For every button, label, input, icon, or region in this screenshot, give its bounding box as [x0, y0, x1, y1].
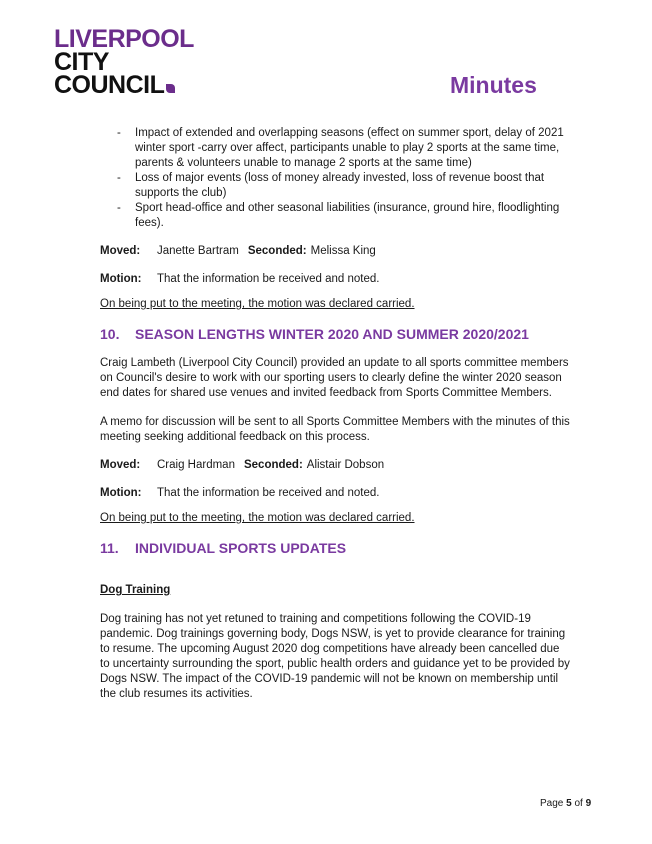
moved-label: Moved: — [100, 459, 141, 471]
motion-carried: On being put to the meeting, the motion was declared carried. — [100, 512, 415, 524]
moved-label: Moved: — [100, 245, 141, 257]
page-total: 9 — [585, 798, 592, 809]
impact-list — [100, 126, 570, 231]
logo-line-council — [54, 71, 194, 99]
section-number: 11. — [100, 540, 119, 556]
section-title: SEASON LENGTHS WINTER 2020 AND SUMMER 2020/2021 — [135, 326, 529, 342]
section-heading-10 — [100, 327, 570, 342]
of-label: of — [574, 798, 583, 809]
section-number: 10. — [100, 326, 120, 342]
logo-line-city: CITY — [54, 48, 109, 76]
seconded-by: Alistair Dobson — [306, 459, 385, 471]
moved-by: Janette Bartram — [157, 245, 239, 257]
motion-text: That the information be received and noted. — [157, 487, 380, 499]
logo-council-text: COUNCIL — [54, 71, 165, 99]
motion-carried: On being put to the meeting, the motion was declared carried. — [100, 298, 415, 310]
moved-by: Craig Hardman — [157, 459, 235, 471]
logo-line-liverpool: LIVERPOOL — [54, 25, 194, 53]
list-item: - Impact of extended and overlapping seasons (effect on summer sport, delay of 2021 winter sport -carry over affect, participants unable to play 2 sports at the same time, parents & volunteers unable to manage 2 sports at the same time) — [100, 126, 570, 171]
page-label: Page — [540, 798, 564, 809]
paragraph: Dog training has not yet retuned to training and competitions following the COVID-19 pandemic. Dog trainings governing body, Dogs NSW, is yet to provide clearance for training to resume. The upcoming August 2020 dog competitions have already been cancelled due to uncertainty surrounding the sport, public health orders and guidance yet to be provided by Dogs NSW. The impact of the COVID-19 pandemic will not be known on membership until the club resumes its activities. — [100, 613, 570, 700]
seconded-label: Seconded: — [243, 459, 303, 471]
list-item: - Sport head-office and other seasonal liabilities (insurance, ground hire, floodlighting fees). — [100, 201, 570, 231]
council-logo — [54, 25, 194, 99]
motion-text: That the information be received and noted. — [157, 273, 380, 285]
motion-label: Motion: — [100, 273, 142, 285]
page-current: 5 — [566, 798, 572, 809]
document-title: Minutes — [450, 72, 537, 98]
moved-row — [100, 244, 570, 259]
heart-icon — [166, 84, 175, 93]
subheading-dog-training: Dog Training — [100, 584, 171, 596]
seconded-label: Seconded: — [247, 245, 307, 257]
page-number — [540, 798, 591, 809]
list-item: - Loss of major events (loss of money already invested, loss of revenue boost that supports the club) — [100, 171, 570, 201]
moved-row — [100, 458, 570, 473]
motion-label: Motion: — [100, 487, 142, 499]
motion-row — [100, 486, 570, 501]
paragraph: A memo for discussion will be sent to all Sports Committee Members with the minutes of this meeting seeking additional feedback on this process. — [100, 416, 570, 443]
section-heading-11 — [100, 541, 570, 556]
document-body — [100, 126, 570, 702]
seconded-by: Melissa King — [310, 245, 376, 257]
motion-row — [100, 272, 570, 287]
paragraph: Craig Lambeth (Liverpool City Council) provided an update to all sports committee members on Council's desire to work with our sporting users to clearly define the winter 2020 season end dates for shared use venues and invited feedback from Sports Committee Members. — [100, 357, 569, 399]
section-title: INDIVIDUAL SPORTS UPDATES — [135, 540, 347, 556]
